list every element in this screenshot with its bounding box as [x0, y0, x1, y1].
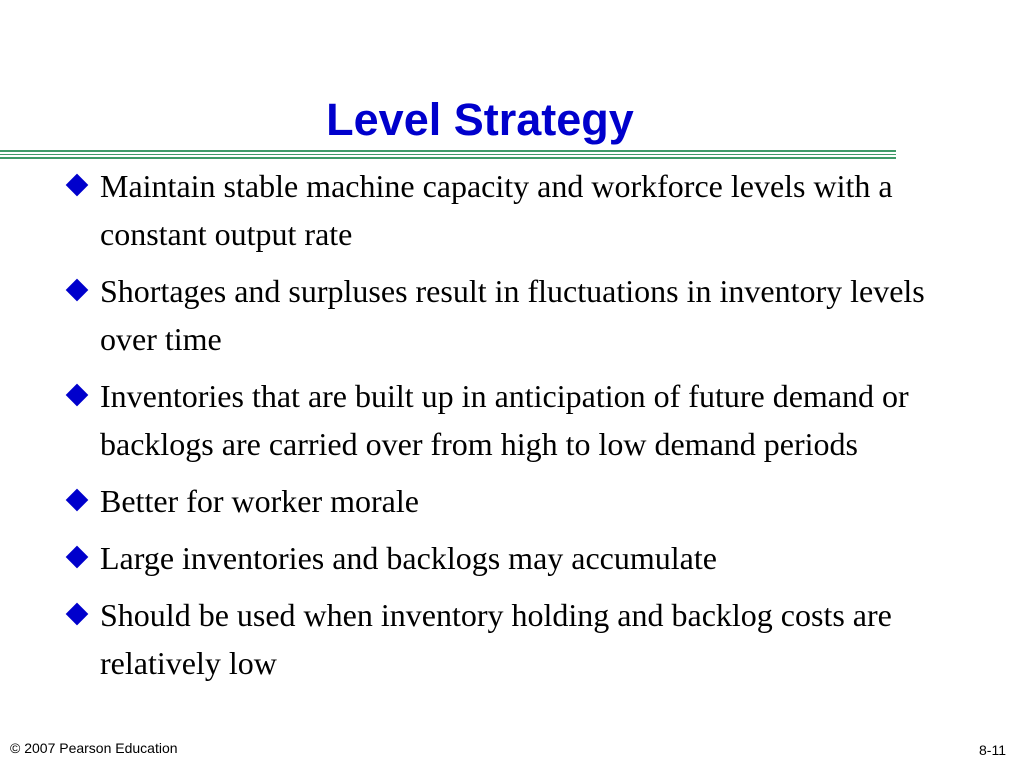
diamond-bullet-icon [66, 546, 89, 569]
diamond-bullet-icon [66, 489, 89, 512]
bullet-text: Inventories that are built up in anticipation of future demand or backlogs are carried over from high to low demand periods [100, 378, 909, 462]
diamond-bullet-icon [66, 384, 89, 407]
title-divider [0, 150, 896, 159]
bullet-item [66, 477, 966, 525]
diamond-bullet-icon [66, 174, 89, 197]
bullet-item [66, 534, 966, 582]
bullet-text: Better for worker morale [100, 483, 419, 519]
bullet-text: Large inventories and backlogs may accumulate [100, 540, 717, 576]
bullet-item [66, 267, 966, 363]
diamond-bullet-icon [66, 603, 89, 626]
bullet-text: Shortages and surpluses result in fluctuations in inventory levels over time [100, 273, 925, 357]
bullet-item [66, 372, 966, 468]
slide-title: Level Strategy [326, 94, 634, 145]
bullet-item [66, 162, 966, 258]
bullet-item [66, 591, 966, 687]
bullet-text: Maintain stable machine capacity and workforce levels with a constant output rate [100, 168, 893, 252]
diamond-bullet-icon [66, 279, 89, 302]
footer-copyright: © 2007 Pearson Education [10, 740, 178, 756]
page-number: 8-11 [979, 742, 1006, 758]
bullet-list [66, 162, 966, 696]
bullet-text: Should be used when inventory holding and backlog costs are relatively low [100, 597, 892, 681]
